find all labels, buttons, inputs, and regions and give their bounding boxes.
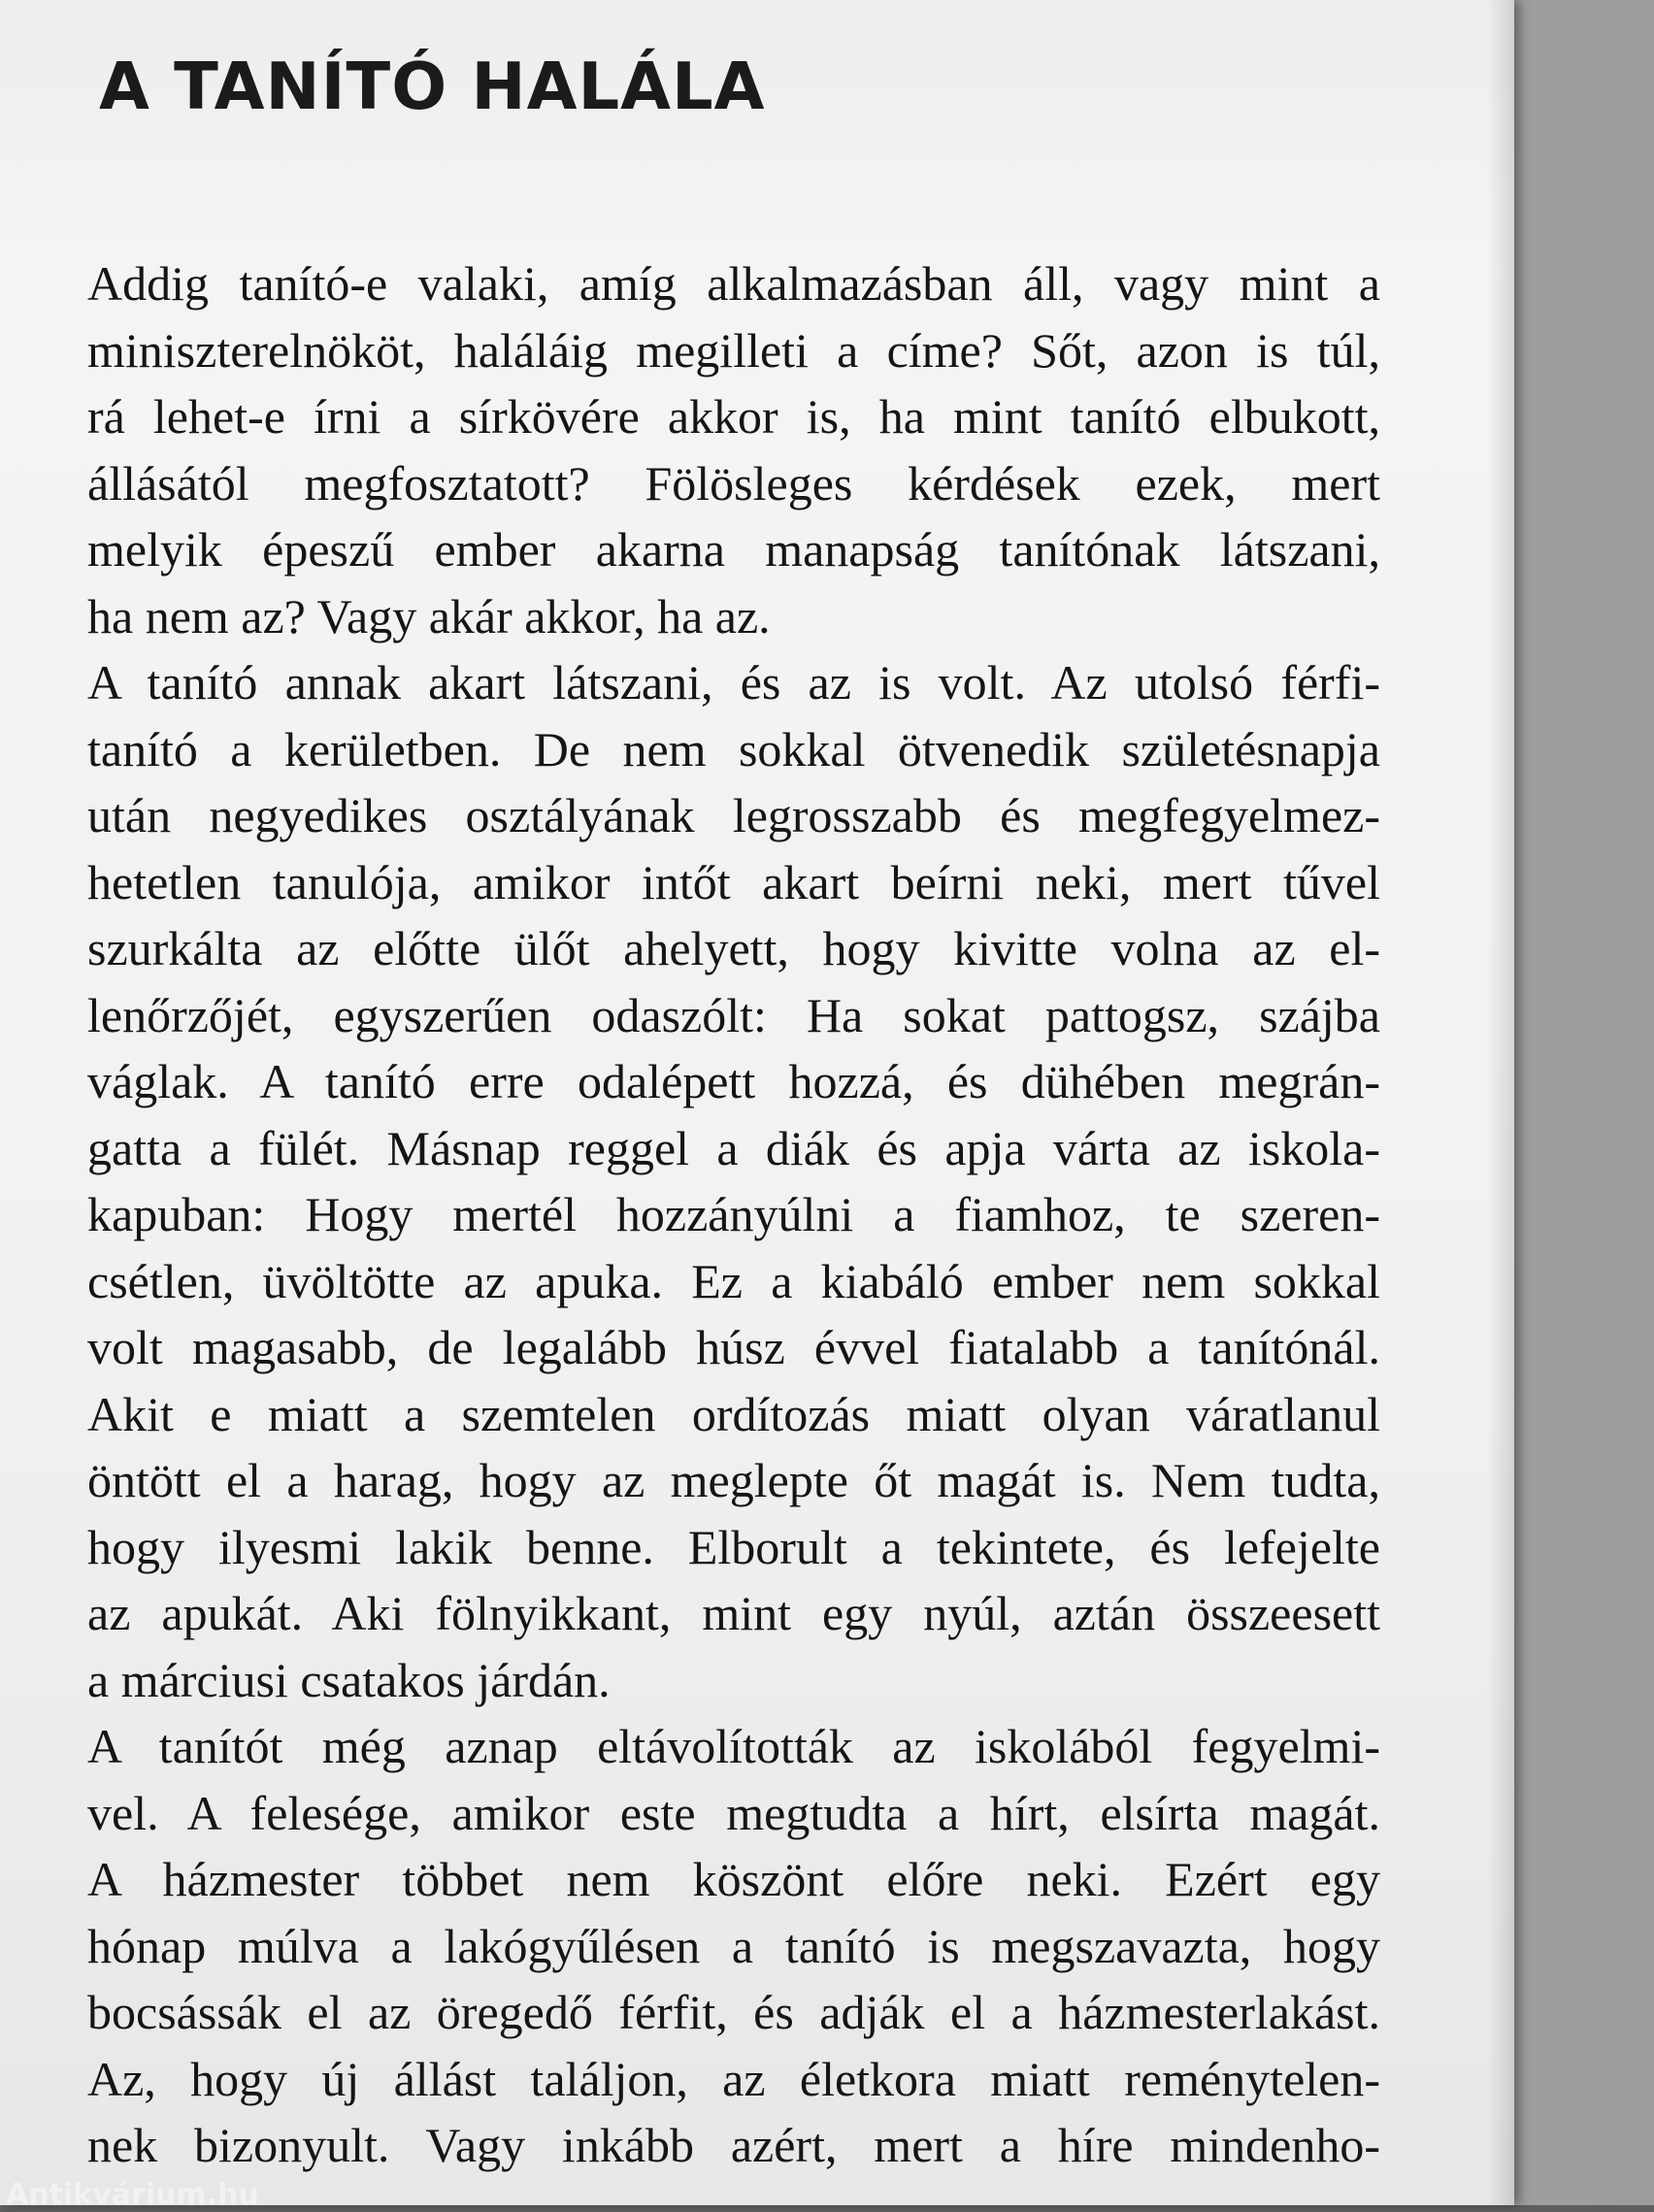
watermark: Antikvárium.hu (6, 2178, 259, 2212)
text-line: volt magasabb, de legalább húsz évvel fiatalabb a tanítónál. (87, 1320, 1380, 1374)
text-line: szurkálta az előtte ülőt ahelyett, hogy kivitte volna az el- (87, 921, 1380, 975)
text-line: kapuban: Hogy mertél hozzányúlni a fiamhoz, te szeren- (87, 1187, 1380, 1241)
text-line: miniszterelnököt, haláláig megilleti a címe? Sőt, azon is túl, (87, 322, 1380, 378)
text-line: lenőrzőjét, egyszerűen odaszólt: Ha sokat pattogsz, szájba (87, 987, 1380, 1042)
text-line: A tanítót még aznap eltávolították az iskolából fegyelmi- (87, 1719, 1380, 1773)
text-line: gatta a fülét. Másnap reggel a diák és apja várta az iskola- (87, 1120, 1380, 1175)
article-title: A TANÍTÓ HALÁLA (99, 49, 766, 124)
text-line: rá lehet-e írni a sírkövére akkor is, ha mint tanító elbukott, (87, 389, 1380, 444)
text-line: az apukát. Aki fölnyikkant, mint egy nyúl, aztán összeesett (87, 1586, 1380, 1640)
text-line: Addig tanító-e valaki, amíg alkalmazásban áll, vagy mint a (87, 256, 1380, 311)
text-line: Az, hogy új állást találjon, az életkora miatt reménytelen- (87, 2051, 1380, 2106)
text-line: öntött el a harag, hogy az meglepte őt magát is. Nem tudta, (87, 1453, 1380, 1507)
text-line: állásától megfosztatott? Fölösleges kérdések ezek, mert (87, 455, 1380, 511)
text-line: nek bizonyult. Vagy inkább azért, mert a híre mindenho- (87, 2118, 1380, 2172)
text-line: tanító a kerületben. De nem sokkal ötvenedik születésnapja (87, 721, 1380, 776)
text-line: bocsássák el az öregedő férfit, és adják el a házmesterlakást. (87, 1985, 1380, 2039)
article-body (87, 250, 1380, 2179)
text-line: A házmester többet nem köszönt előre neki. Ezért egy (87, 1852, 1380, 1906)
text-line: Akit e miatt a szemtelen ordítozás miatt olyan váratlanul (87, 1386, 1380, 1441)
text-line: hónap múlva a lakógyűlésen a tanító is megszavazta, hogy (87, 1918, 1380, 1973)
text-line: hogy ilyesmi lakik benne. Elborult a tekintete, és lefejelte (87, 1519, 1380, 1574)
text-line: hetetlen tanulója, amikor intőt akart beírni neki, mert tűvel (87, 854, 1380, 909)
text-line: a márciusi csatakos járdán. (87, 1652, 611, 1707)
text-line: A tanító annak akart látszani, és az is volt. Az utolsó férfi- (87, 655, 1380, 710)
text-line: vel. A felesége, amikor este megtudta a hírt, elsírta magát. (87, 1785, 1380, 1840)
text-line: melyik épeszű ember akarna manapság tanítónak látszani, (87, 522, 1380, 577)
page-edge-shadow (1487, 0, 1514, 2205)
text-line: csétlen, üvöltötte az apuka. Ez a kiabáló ember nem sokkal (87, 1253, 1380, 1308)
text-line: ha nem az? Vagy akár akkor, ha az. (87, 588, 771, 644)
text-line: váglak. A tanító erre odalépett hozzá, és dühében megrán- (87, 1054, 1380, 1108)
text-line: után negyedikes osztályának legrosszabb és megfegyelmez- (87, 788, 1380, 842)
